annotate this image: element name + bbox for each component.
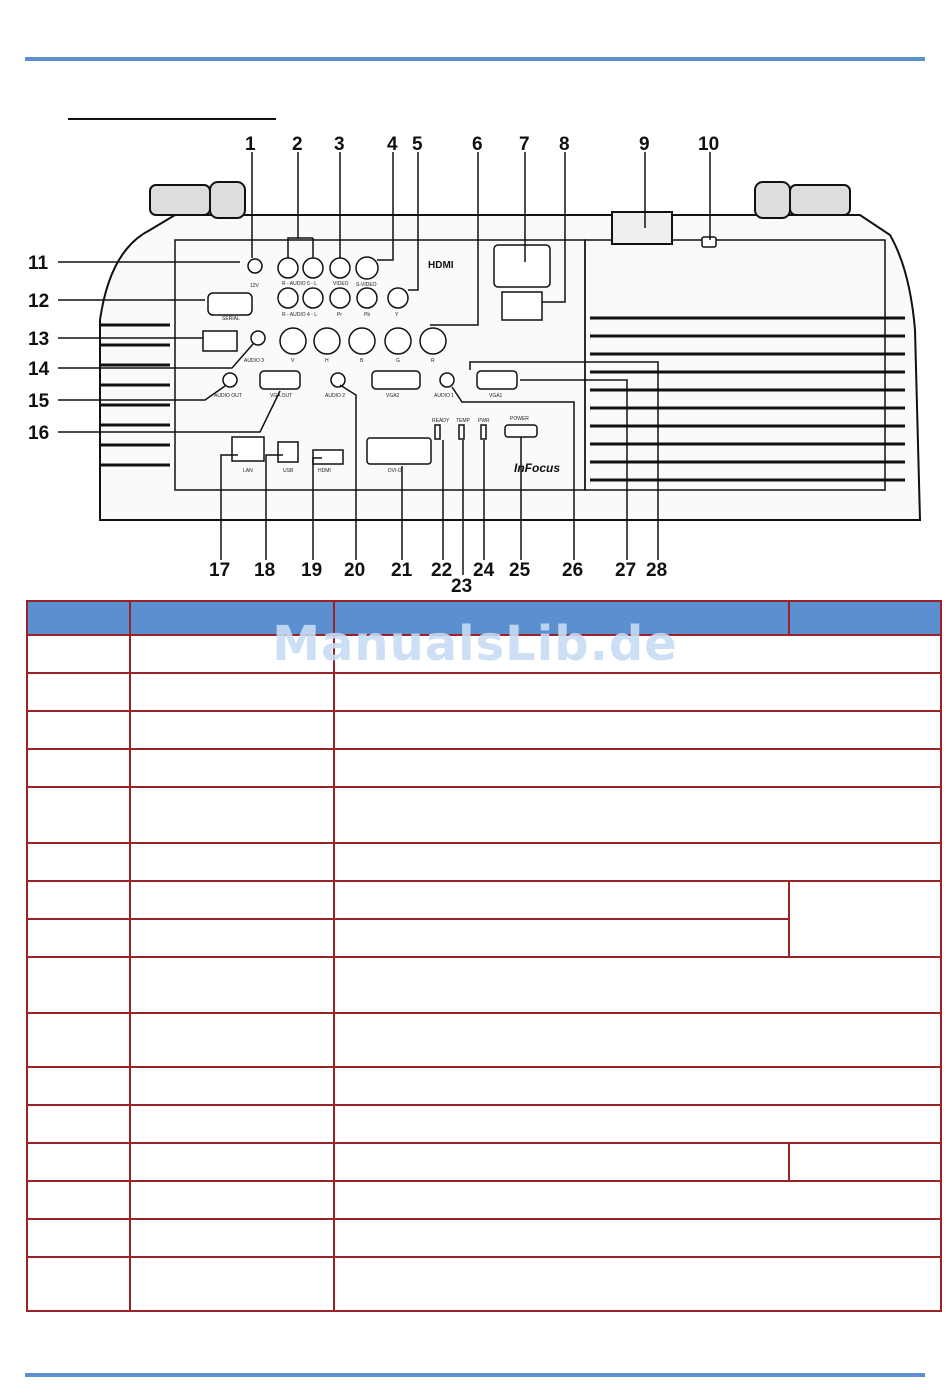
bnc-g-label: G — [396, 358, 400, 364]
brand-logo: InFocus — [514, 461, 561, 475]
dvid-label: DVI-D — [388, 468, 402, 474]
callout-9: 9 — [639, 134, 650, 155]
svideo-label: S-VIDEO — [356, 282, 377, 288]
callouts-top — [245, 134, 719, 155]
usb-label: USB — [283, 468, 294, 474]
ports-table — [26, 600, 940, 1312]
table-row — [27, 1105, 941, 1143]
callout-11: 11 — [28, 253, 49, 274]
callout-22: 22 — [431, 560, 453, 581]
callout-8: 8 — [559, 134, 570, 155]
vga2-label: VGA2 — [386, 393, 400, 399]
pr-label: Pr — [337, 312, 342, 318]
callout-17: 17 — [209, 560, 231, 581]
table-row — [27, 1181, 941, 1219]
bnc-b-label: B — [360, 358, 364, 364]
pwr-led-label: PWR — [478, 418, 490, 424]
callouts-left — [28, 253, 50, 444]
callout-2: 2 — [292, 134, 303, 155]
vga-out-label: VGA OUT — [270, 393, 293, 399]
callout-4: 4 — [387, 134, 398, 155]
pb-label: Pb — [364, 312, 371, 318]
callout-18: 18 — [254, 560, 276, 581]
table-row — [27, 1013, 941, 1067]
bnc-r-label: R — [431, 358, 435, 364]
callout-7: 7 — [519, 134, 530, 155]
audio2-label: AUDIO 2 — [325, 393, 346, 399]
watermark: ManualsLib.de — [272, 616, 678, 672]
callout-6: 6 — [472, 134, 483, 155]
callout-28: 28 — [646, 560, 668, 581]
callout-1: 1 — [245, 134, 256, 155]
bnc-v-label: V — [291, 358, 295, 364]
callouts-bottom — [209, 560, 667, 597]
callout-3: 3 — [334, 134, 345, 155]
vga1-label: VGA1 — [489, 393, 503, 399]
serial-label: SERIAL — [222, 316, 240, 322]
callout-19: 19 — [301, 560, 323, 581]
audio-out-label: AUDIO OUT — [214, 393, 242, 399]
callout-26: 26 — [562, 560, 584, 581]
table-row — [27, 881, 941, 919]
audio3-label: AUDIO 3 — [244, 358, 265, 364]
callout-21: 21 — [391, 560, 413, 581]
callout-13: 13 — [28, 329, 50, 350]
hdmi-logo: HDMI — [428, 260, 454, 271]
audio1-label: AUDIO 1 — [434, 393, 455, 399]
table-row — [27, 1219, 941, 1257]
table-row — [27, 673, 941, 711]
top-rule — [25, 57, 925, 61]
callout-10: 10 — [698, 134, 720, 155]
table-row — [27, 1257, 941, 1311]
bottom-rule — [25, 1373, 925, 1377]
table-row — [27, 1143, 941, 1181]
table-row — [27, 711, 941, 749]
section-title-underline — [68, 118, 276, 120]
hdmi-port-label: HDMI — [318, 468, 331, 474]
table-row — [27, 843, 941, 881]
callout-15: 15 — [28, 391, 50, 412]
power-button-label: POWER — [510, 416, 529, 422]
ready-led-label: READY — [432, 418, 450, 424]
temp-led-label: TEMP — [456, 418, 470, 424]
audio5-label: R - AUDIO 5 - L — [282, 281, 318, 287]
callout-23: 23 — [451, 576, 473, 597]
callout-5: 5 — [412, 134, 423, 155]
table-row — [27, 787, 941, 843]
table-row — [27, 749, 941, 787]
callout-24: 24 — [473, 560, 495, 581]
video-label: VIDEO — [333, 281, 349, 287]
audio4-label: R - AUDIO 4 - L — [282, 312, 318, 318]
projector-rear-panel-diagram — [0, 130, 950, 600]
callout-25: 25 — [509, 560, 531, 581]
table-row — [27, 1067, 941, 1105]
callout-27: 27 — [615, 560, 637, 581]
y-label: Y — [395, 312, 399, 318]
lan-label: LAN — [243, 468, 253, 474]
dc-12v-label: 12V — [250, 283, 259, 289]
callout-20: 20 — [344, 560, 366, 581]
callout-16: 16 — [28, 423, 50, 444]
bnc-h-label: H — [325, 358, 329, 364]
table-row — [27, 957, 941, 1013]
callout-14: 14 — [28, 359, 50, 380]
callout-12: 12 — [28, 291, 50, 312]
